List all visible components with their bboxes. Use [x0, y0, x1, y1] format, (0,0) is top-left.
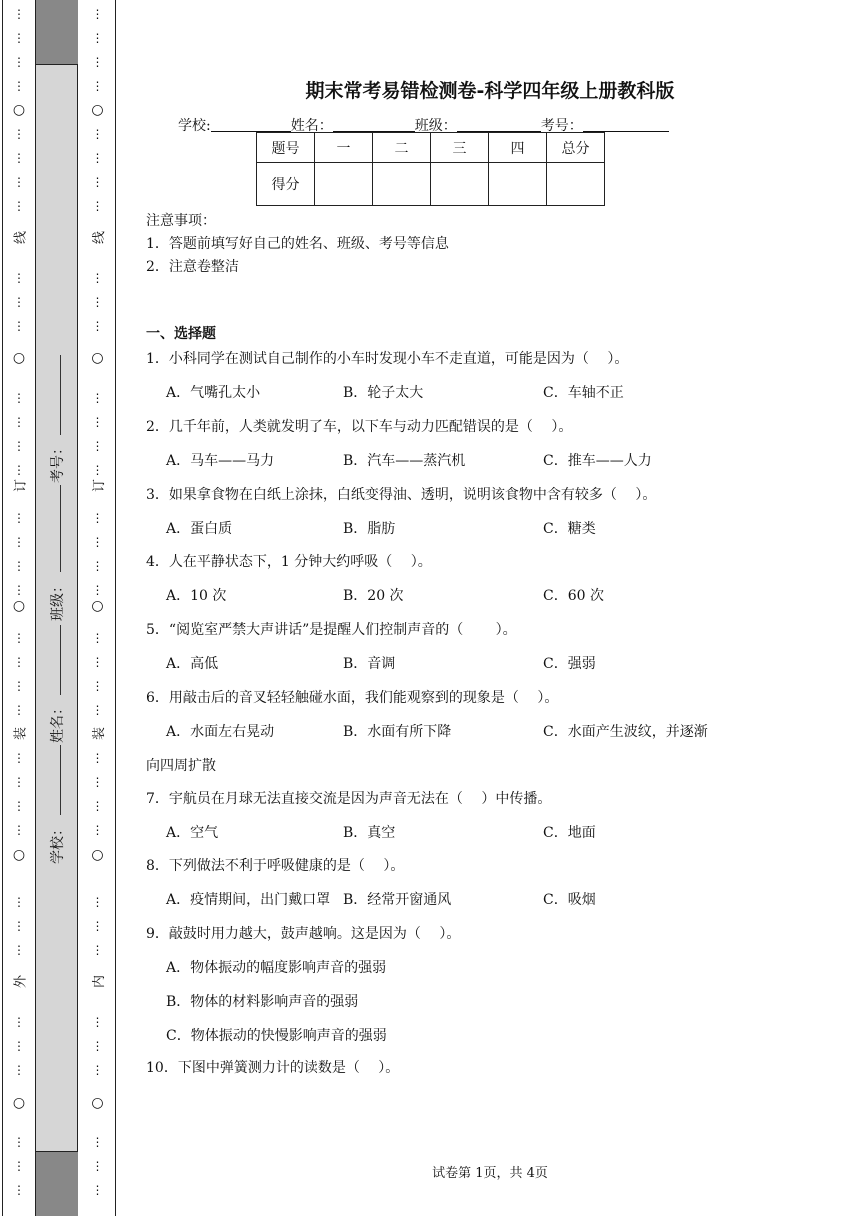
inner-label: 订	[92, 479, 107, 493]
dotted-guide: ⋮	[91, 439, 104, 453]
binding-field-label: 学校：	[50, 822, 66, 864]
dotted-guide: ⋮	[13, 271, 25, 285]
binding-field	[36, 822, 78, 864]
dotted-guide: ⋮	[91, 175, 104, 189]
binding-field	[36, 701, 78, 743]
binding-field-label: 考号：	[50, 441, 66, 483]
score-cell[interactable]	[315, 163, 373, 206]
binding-circle: ○	[91, 1095, 104, 1111]
dotted-guide: ⋮	[13, 535, 25, 549]
dotted-guide: ⋮	[91, 295, 104, 309]
section-title: 一、选择题	[146, 326, 216, 342]
notes-heading: 注意事项：	[146, 213, 216, 229]
outer-label: 装	[13, 727, 29, 741]
binding-margin	[0, 0, 120, 1216]
outer-label: 线	[13, 231, 29, 245]
score-header: 总分	[547, 133, 605, 163]
dotted-guide: ⋮	[13, 415, 25, 429]
dotted-guide: ⋮	[13, 199, 25, 213]
dotted-guide: ⋮	[13, 631, 25, 645]
binding-circle: ○	[12, 102, 26, 118]
answer-option[interactable]: A．高低	[166, 656, 219, 672]
dotted-guide: ⋮	[13, 319, 25, 333]
answer-option[interactable]: B．轮子太大	[343, 385, 424, 401]
question-stem: 1．小科同学在测试自己制作的小车时发现小车不走直道，可能是因为（ ）。	[146, 351, 629, 367]
dotted-guide: ⋮	[91, 7, 104, 21]
note-item: 2．注意卷整洁	[146, 259, 239, 275]
binding-field-blank[interactable]	[60, 745, 61, 815]
score-header: 四	[489, 133, 547, 163]
dotted-guide: ⋮	[13, 799, 25, 813]
answer-option[interactable]: C．车轴不正	[543, 385, 624, 401]
binding-circle: ○	[12, 847, 26, 863]
dotted-guide: ⋮	[13, 7, 25, 21]
binding-field-blank[interactable]	[60, 625, 61, 695]
dotted-guide: ⋮	[91, 943, 104, 957]
outer-binding-column	[2, 0, 36, 1216]
dotted-guide: ⋮	[13, 679, 25, 693]
dotted-guide: ⋮	[13, 1183, 25, 1197]
question-stem: 4．人在平静状态下，1 分钟大约呼吸（ ）。	[146, 554, 432, 570]
answer-option[interactable]: A．10 次	[166, 588, 227, 604]
student-info-band	[36, 0, 78, 1216]
dotted-guide: ⋮	[91, 415, 104, 429]
score-header: 三	[431, 133, 489, 163]
dotted-guide: ⋮	[91, 271, 104, 285]
score-cell[interactable]	[431, 163, 489, 206]
answer-option[interactable]: C．糖类	[543, 521, 596, 537]
inner-label: 线	[92, 231, 107, 245]
answer-option[interactable]: B．20 次	[343, 588, 404, 604]
dotted-guide: ⋮	[13, 751, 25, 765]
question-stem: 3．如果拿食物在白纸上涂抹，白纸变得油、透明，说明该食物中含有较多（ ）。	[146, 487, 657, 503]
dotted-guide: ⋮	[13, 511, 25, 525]
binding-circle: ○	[12, 598, 26, 614]
dotted-guide: ⋮	[91, 775, 104, 789]
dotted-guide: ⋮	[13, 127, 25, 141]
outer-label: 外	[13, 975, 29, 989]
dotted-guide: ⋮	[13, 79, 25, 93]
dotted-guide: ⋮	[13, 895, 25, 909]
inner-binding-column	[80, 0, 116, 1216]
dotted-guide: ⋮	[13, 703, 25, 717]
dotted-guide: ⋮	[91, 631, 104, 645]
dotted-guide: ⋮	[13, 391, 25, 405]
score-cell[interactable]	[373, 163, 431, 206]
question-stem: 5．“阅览室严禁大声讲话”是提醒人们控制声音的（ ）。	[146, 622, 517, 638]
question-stem: 7．宇航员在月球无法直接交流是因为声音无法在（ ）中传播。	[146, 791, 552, 807]
dotted-guide: ⋮	[91, 1015, 104, 1029]
answer-option[interactable]: A．疫情期间，出门戴口罩	[166, 892, 331, 908]
question-stem: 2．几千年前，人类就发明了车，以下车与动力匹配错误的是（ ）。	[146, 419, 573, 435]
dotted-guide: ⋮	[13, 775, 25, 789]
binding-field-blank[interactable]	[60, 355, 61, 435]
answer-option[interactable]: A．空气	[166, 825, 219, 841]
dotted-guide: ⋮	[91, 127, 104, 141]
dotted-guide: ⋮	[13, 151, 25, 165]
score-row-label: 得分	[257, 163, 315, 206]
binding-field	[36, 441, 78, 483]
binding-circle: ○	[12, 350, 26, 366]
exam-notes	[146, 210, 449, 279]
exam-no-blank[interactable]	[583, 119, 669, 132]
dotted-guide: ⋮	[91, 55, 104, 69]
dotted-guide: ⋮	[91, 799, 104, 813]
binding-circle: ○	[91, 350, 104, 366]
dotted-guide: ⋮	[13, 1159, 25, 1173]
dotted-guide: ⋮	[91, 1063, 104, 1077]
answer-option[interactable]: B．经常开窗通风	[343, 892, 452, 908]
inner-label: 装	[92, 727, 107, 741]
answer-option[interactable]: A．蛋白质	[166, 521, 233, 537]
question-stem: 9．敲鼓时用力越大，鼓声越响。这是因为（ ）。	[146, 926, 461, 942]
dotted-guide: ⋮	[13, 1063, 25, 1077]
dotted-guide: ⋮	[13, 439, 25, 453]
dotted-guide: ⋮	[91, 1135, 104, 1149]
dotted-guide: ⋮	[13, 1039, 25, 1053]
answer-option[interactable]: A．物体振动的幅度影响声音的强弱	[166, 960, 387, 976]
dotted-guide: ⋮	[91, 1183, 104, 1197]
answer-option[interactable]: C．60 次	[543, 588, 604, 604]
name-label: 姓名：	[290, 118, 333, 134]
question-stem: 6．用敲击后的音叉轻轻触碰水面，我们能观察到的现象是（ ）。	[146, 690, 559, 706]
dotted-guide: ⋮	[91, 751, 104, 765]
dotted-guide: ⋮	[91, 199, 104, 213]
score-header: 题号	[257, 133, 315, 163]
answer-option[interactable]: C．水面产生波纹，并逐渐	[543, 724, 708, 740]
answer-option[interactable]: A．马车——马力	[166, 453, 275, 469]
outer-label: 订	[13, 479, 29, 493]
answer-option[interactable]: A．水面左右晃动	[166, 724, 275, 740]
dotted-guide: ⋮	[13, 583, 25, 597]
name-blank[interactable]	[333, 119, 415, 132]
dotted-guide: ⋮	[91, 583, 104, 597]
school-blank[interactable]	[211, 119, 291, 132]
dotted-guide: ⋮	[91, 511, 104, 525]
dotted-guide: ⋮	[91, 535, 104, 549]
dotted-guide: ⋮	[13, 943, 25, 957]
binding-field-label: 姓名：	[50, 701, 66, 743]
answer-option[interactable]: C．推车——人力	[543, 453, 652, 469]
answer-option[interactable]: B．真空	[343, 825, 396, 841]
school-label: 学校:	[178, 118, 211, 134]
binding-circle: ○	[12, 1095, 26, 1111]
dotted-guide: ⋮	[91, 895, 104, 909]
score-header: 二	[373, 133, 431, 163]
answer-option[interactable]: B．音调	[343, 656, 396, 672]
dotted-guide: ⋮	[13, 463, 25, 477]
question-stem: 8．下列做法不利于呼吸健康的是（ ）。	[146, 858, 405, 874]
option-continuation: 向四周扩散	[146, 758, 216, 774]
dotted-guide: ⋮	[13, 175, 25, 189]
binding-field-label: 班级：	[50, 579, 66, 621]
exam-title: 期末常考易错检测卷-科学四年级上册教科版	[305, 80, 675, 102]
score-table	[256, 132, 605, 206]
question-stem: 10．下图中弹簧测力计的读数是（ ）。	[146, 1060, 400, 1076]
binding-field-blank[interactable]	[60, 485, 61, 572]
answer-option[interactable]: C．地面	[543, 825, 596, 841]
dotted-guide: ⋮	[91, 391, 104, 405]
class-label: 班级：	[414, 118, 457, 134]
answer-option[interactable]: C．强弱	[543, 656, 596, 672]
score-cell[interactable]	[489, 163, 547, 206]
answer-option[interactable]: A．气嘴孔太小	[166, 385, 261, 401]
dotted-guide: ⋮	[13, 919, 25, 933]
dotted-guide: ⋮	[91, 823, 104, 837]
dotted-guide: ⋮	[13, 655, 25, 669]
dotted-guide: ⋮	[91, 559, 104, 573]
inner-label: 内	[92, 975, 107, 989]
dotted-guide: ⋮	[13, 31, 25, 45]
dotted-guide: ⋮	[13, 295, 25, 309]
dotted-guide: ⋮	[13, 1015, 25, 1029]
answer-option[interactable]: B．脂肪	[343, 521, 396, 537]
binding-field	[36, 579, 78, 621]
dotted-guide: ⋮	[91, 319, 104, 333]
dotted-guide: ⋮	[91, 655, 104, 669]
answer-option[interactable]: B．汽车——蒸汽机	[343, 453, 466, 469]
dotted-guide: ⋮	[13, 1135, 25, 1149]
band-bottom-block	[36, 1151, 78, 1216]
dotted-guide: ⋮	[91, 1159, 104, 1173]
binding-circle: ○	[91, 102, 104, 118]
binding-circle: ○	[91, 598, 104, 614]
binding-circle: ○	[91, 847, 104, 863]
band-top-block	[36, 0, 78, 65]
answer-option[interactable]: C．物体振动的快慢影响声音的强弱	[166, 1028, 387, 1044]
score-cell[interactable]	[547, 163, 605, 206]
dotted-guide: ⋮	[91, 919, 104, 933]
dotted-guide: ⋮	[91, 1039, 104, 1053]
answer-option[interactable]: B．水面有所下降	[343, 724, 452, 740]
answer-option[interactable]: B．物体的材料影响声音的强弱	[166, 994, 359, 1010]
page-footer: 试卷第 1页，共 4页	[432, 1166, 548, 1181]
dotted-guide: ⋮	[91, 31, 104, 45]
dotted-guide: ⋮	[91, 463, 104, 477]
class-blank[interactable]	[457, 119, 541, 132]
dotted-guide: ⋮	[91, 679, 104, 693]
dotted-guide: ⋮	[13, 823, 25, 837]
dotted-guide: ⋮	[13, 55, 25, 69]
exam-no-label: 考号：	[540, 118, 583, 134]
note-item: 1．答题前填写好自己的姓名、班级、考号等信息	[146, 236, 449, 252]
dotted-guide: ⋮	[91, 79, 104, 93]
answer-option[interactable]: C．吸烟	[543, 892, 596, 908]
dotted-guide: ⋮	[13, 559, 25, 573]
score-header: 一	[315, 133, 373, 163]
dotted-guide: ⋮	[91, 703, 104, 717]
dotted-guide: ⋮	[91, 151, 104, 165]
